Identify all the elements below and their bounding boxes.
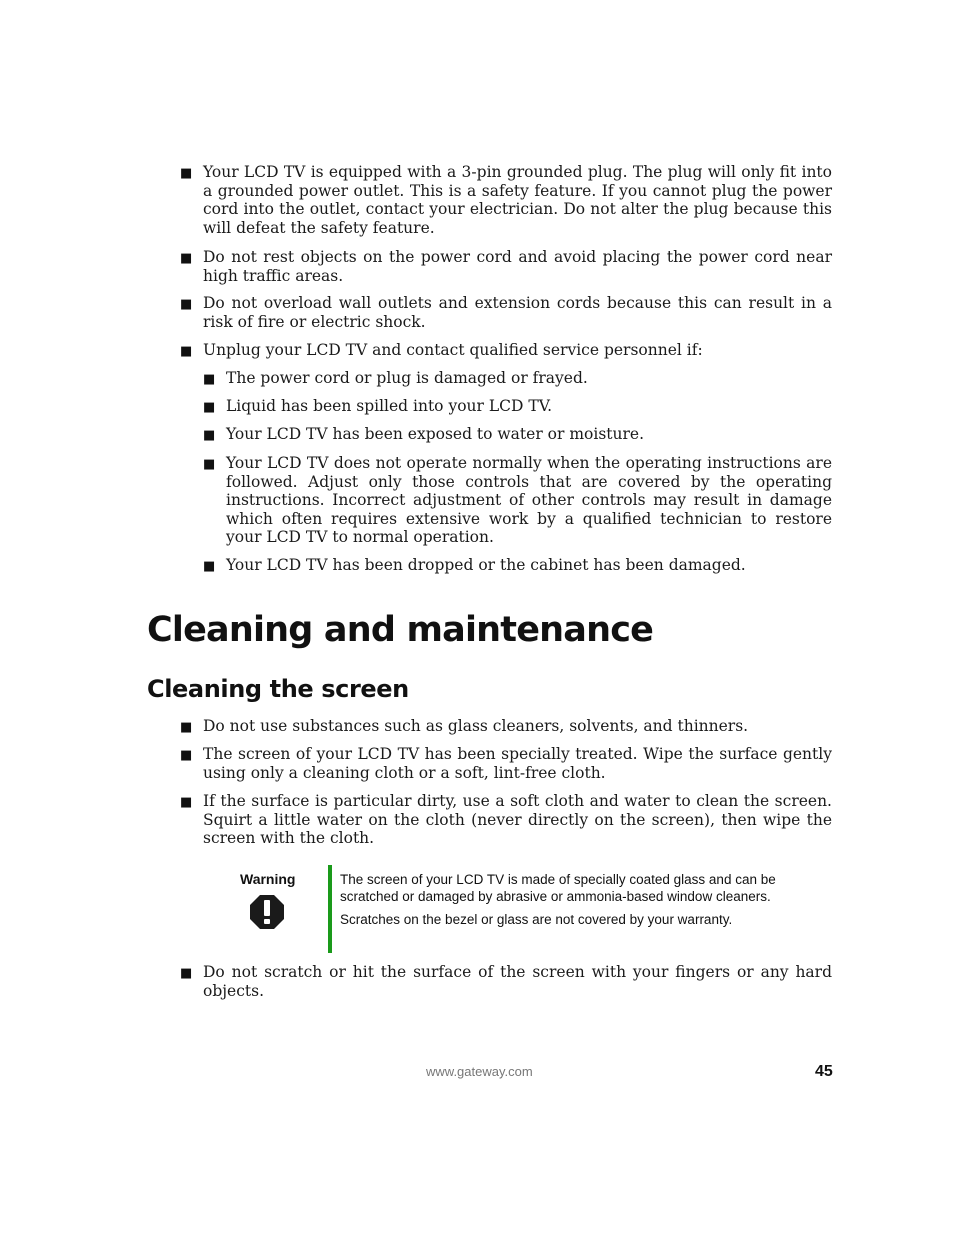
bullet-icon: ■ bbox=[203, 372, 216, 387]
bullet-icon: ■ bbox=[180, 344, 193, 359]
list-item-text: Your LCD TV is equipped with a 3-pin grounded plug. The plug will only fit into a grounded power outlet. This is a safety feature. If you cannot plug the power cord into the outlet, contact your electrician. Do not alter the plug because this will defeat the safety feature. bbox=[203, 163, 832, 237]
bullet-icon: ■ bbox=[203, 457, 216, 472]
warning-paragraph: The screen of your LCD TV is made of specially coated glass and can be scratched or damaged by abrasive or ammonia-based window cleaners. bbox=[340, 872, 776, 904]
list-item bbox=[180, 792, 832, 848]
sub-list-item bbox=[203, 369, 832, 388]
list-item-text: The screen of your LCD TV has been specially treated. Wipe the surface gently using only a cleaning cloth or a soft, lint-free cloth. bbox=[203, 745, 832, 782]
sub-list-item bbox=[203, 556, 832, 575]
bullet-icon: ■ bbox=[180, 720, 193, 735]
list-item bbox=[180, 248, 832, 285]
bullet-icon: ■ bbox=[203, 400, 216, 415]
bullet-icon: ■ bbox=[180, 251, 193, 266]
list-item bbox=[180, 294, 832, 331]
warning-label: Warning bbox=[240, 871, 296, 887]
sub-list-item bbox=[203, 425, 832, 444]
list-item-text: Unplug your LCD TV and contact qualified service personnel if: bbox=[203, 341, 703, 359]
bullet-icon: ■ bbox=[180, 795, 193, 810]
list-item-text: If the surface is particular dirty, use a soft cloth and water to clean the screen. Squirt a little water on the cloth (never directly on the screen), then wipe the screen with the cloth. bbox=[203, 792, 832, 847]
list-item bbox=[180, 163, 832, 237]
page-number: 45 bbox=[815, 1063, 833, 1080]
bullet-icon: ■ bbox=[180, 966, 193, 981]
list-item-text: Liquid has been spilled into your LCD TV. bbox=[226, 397, 553, 415]
warning-text bbox=[340, 871, 780, 934]
warning-accent-bar bbox=[328, 865, 332, 953]
footer-url: www.gateway.com bbox=[426, 1064, 533, 1079]
list-item-text: Do not rest objects on the power cord and avoid placing the power cord near high traffic areas. bbox=[203, 248, 832, 285]
bullet-icon: ■ bbox=[203, 428, 216, 443]
bullet-icon: ■ bbox=[180, 748, 193, 763]
bullet-icon: ■ bbox=[180, 297, 193, 312]
bullet-icon: ■ bbox=[203, 559, 216, 574]
list-item bbox=[180, 963, 832, 1000]
subsection-title: Cleaning the screen bbox=[147, 675, 409, 703]
sub-list-item bbox=[203, 397, 832, 416]
list-item bbox=[180, 717, 832, 736]
list-item bbox=[180, 745, 832, 782]
warning-paragraph: Scratches on the bezel or glass are not covered by your warranty. bbox=[340, 912, 733, 927]
list-item-text: Your LCD TV does not operate normally when the operating instructions are followed. Adjust only those controls that are covered by the operating instructions. Incorrect adjustment of other controls may result in damage which often requires extensive work by a qualified technician to restore your LCD TV to normal operation. bbox=[226, 454, 832, 546]
list-item-text: Do not overload wall outlets and extension cords because this can result in a risk of fire or electric shock. bbox=[203, 294, 832, 331]
warning-callout bbox=[230, 865, 832, 953]
list-item-text: The power cord or plug is damaged or frayed. bbox=[226, 369, 588, 387]
bullet-icon: ■ bbox=[180, 166, 193, 181]
list-item-text: Your LCD TV has been exposed to water or moisture. bbox=[226, 425, 644, 443]
section-title: Cleaning and maintenance bbox=[147, 610, 654, 650]
sub-list-item bbox=[203, 454, 832, 547]
list-item-text: Your LCD TV has been dropped or the cabinet has been damaged. bbox=[226, 556, 746, 574]
exclamation-octagon-icon bbox=[249, 894, 285, 930]
list-item-text: Do not scratch or hit the surface of the screen with your fingers or any hard objects. bbox=[203, 963, 832, 1000]
list-item bbox=[180, 341, 832, 360]
list-item-text: Do not use substances such as glass cleaners, solvents, and thinners. bbox=[203, 717, 749, 735]
